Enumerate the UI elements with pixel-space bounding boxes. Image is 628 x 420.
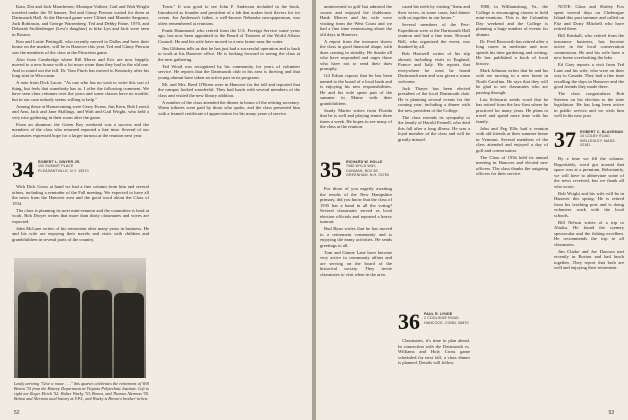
paragraph: A note from Dick Lucas: "As one who has no wish to write this sort of thing, but feels that somebody has to, I offer the following comment. We have seen class columns over the years and some classes have no trouble, but in our case nobody seems willing to help.": [12, 80, 149, 102]
paragraph: With Dick Gross at hand we had a fine column from him and several others, including a reminder of the Fall meeting. We expected to have all the news from the Hanover area and the good word about the Class of 1934.: [12, 184, 149, 206]
secretary-name: ROBERT L. DWYER JR.: [38, 160, 81, 164]
paragraph: Bill Kimball, who retired from the insurance business, has become active in the local conservation commission. He and his wife have a new home overlooking the lake.: [554, 33, 624, 60]
paragraph: A number of the class attended the dinner in honor of the retiring secretary. Warm tributes were paid by those who spoke, and the class presented him with a framed certificate of appreciation for his many years of service.: [158, 99, 300, 116]
paragraph: Jack Thayer has been elected president of the local Dartmouth club. He is planning several events for the coming year, including a dinner with the new president of the College.: [398, 85, 470, 113]
paragraph: Among those at Homecoming were Gerry Evans, Jim Kern, Bob Leavitt and Ann, Jack and Jane Skillings, and Walt and Gail Wright, who held a very nice gathering in their room after the game.: [12, 103, 149, 120]
class-header-34: [12, 160, 149, 182]
left-column-1b: [12, 184, 149, 254]
class-year: 36: [398, 312, 420, 334]
paragraph: Mark Johnson writes that he and his wife are moving to a new home in North Carolina. He says that they will be glad to see classmates who are passing through.: [476, 67, 548, 95]
person-body: [82, 290, 112, 378]
person-head: [58, 270, 73, 288]
right-page: [316, 0, 628, 420]
class-header-37: [554, 130, 626, 154]
person-figure: [114, 275, 144, 378]
paragraph: By a time we fill the column. Regrettably, word got around that space was at a premium. Reluctantly, we will have to abbreviate some of the news received, but we thank all who wrote.: [554, 156, 624, 189]
secretary-city: PLEASANTVILLE, N.Y. 10570: [38, 168, 89, 173]
page-number: 53: [608, 410, 614, 416]
person-figure: [82, 272, 112, 378]
secretary-city: GREENHAM, N.H. 03750: [346, 173, 389, 178]
paragraph: John McLane writes of his retirement after many years in business. He and his wife are enjoying their travels and visits with children and grandchildren in several parts of the country.: [12, 225, 149, 242]
paragraph: John and Peg Ellis had a reunion with old friends at their summer home in Vermont. Several members of the class attended and enjoyed a day of golf and conversation.: [476, 125, 548, 153]
paragraph: Sandy Martin writes from Florida that he is well and playing tennis three times a week. He hopes to see many of the class at the reunion.: [320, 107, 392, 129]
class-year: 34: [12, 160, 34, 182]
paragraph: Tom and Ginnie Lane have become very active in community affairs and are serving on the board of the historical society. They invite classmates to visit when in the area.: [320, 249, 392, 277]
class-year: 37: [554, 130, 576, 152]
right-column-1: [320, 4, 392, 154]
right-column-1b: [320, 186, 392, 404]
class-year: 35: [320, 160, 342, 182]
paragraph: Ted Wood was recognized by his community for years of volunteer service. He reports that the Dartmouth club in his area is thriving and that young alumni have taken an active part in its programs.: [158, 63, 300, 80]
secretary-address: 2 COOLIDGE ROAD: [424, 316, 459, 321]
person-body: [50, 288, 80, 378]
paragraph: 1980, in Williamsburg, Va., the College is encouraging classes to hold mini-reunions. This is the Columbia Day weekend and the College is planning a large number of events for alumni.: [476, 4, 548, 37]
paragraph: Ken and Lottie Pettingill, who recently moved to Dallas and have their house on the market, will be in Hanover this year. Ted and Ginny Pierson saw the members of the class at the Princeton game.: [12, 38, 149, 55]
paragraph: Mr. and Mrs. Reed O'Brien were in Hanover for the fall and reported that the campus looked wonderful. They had lunch with several members of the class and visited the new library addition.: [158, 81, 300, 98]
right-column-4b: [554, 156, 624, 404]
secretary-address: 7080 WYLD WAY, DUNMAN, BOX 50: [346, 164, 378, 173]
paragraph: The class is planning its next mini-reunion and the committee is hard at work. Bob Dwyer writes that more than thirty classmates and wives are expected.: [12, 207, 149, 224]
person-head: [26, 274, 41, 292]
paragraph: Bill Nelson writes of a trip to Alaska. He found the scenery spectacular and the fishing excellent. He recommends the trip to all classmates.: [554, 219, 624, 247]
paragraph: Frank Hammond, who retired from the U.S. Foreign Service some years ago, has now been appointed to the Board of Trustees of the World Affairs Council. He and his wife have moved to a new home near the water.: [158, 27, 300, 44]
paragraph: Bob Wright and his wife will be in Hanover this spring. He is retired from his teaching post and is doing volunteer work with the local schools.: [554, 190, 624, 218]
paragraph: uninterested in golf but admired the course and enjoyed the clubhouse. Hank Mercer and his wife were visiting from the West Coast and we had a fine time reminiscing about the old days in Hanover.: [320, 4, 392, 37]
paragraph: Bob Hartwell writes of his trip abroad, including visits to England, France and Italy. He reports that everywhere he went he found Dartmouth men and was given a warm welcome.: [398, 51, 470, 84]
paragraph: The class congratulates Bob Stevens on his election to the state legislature. He has long been active in public service and we wish him well in his new post.: [554, 91, 624, 118]
paragraph: Several members of the Pets-Expedition were at the Dartmouth Hall reunion and had a fine time. Howard Bell, who organized the event, was thanked by all.: [398, 22, 470, 49]
paragraph: From an alumnus: the Green Key weekend was a success and the members of the class who returned reported a fine time. Several of our classmates expressed hope for a larger turnout at the reunion next year.: [12, 121, 149, 138]
paragraph: Also from Cambridge where Bill Morse and Eric are now happily moved to a new house with a lot more room than they had in the old one. And to round out the fall, Dr. Tom Finch has moved to Kentucky after his long stint in Wisconsin.: [12, 56, 149, 78]
paragraph: Jim Gibbons tells us that he has just had a successful operation and is back to work at his Hanover office. He is looking forward to seeing the class at the next gathering.: [158, 45, 300, 62]
right-column-3: [476, 4, 548, 404]
paragraph: Kato, Dot and Jack Manchester, Monique Valtieri, Gail and Walt Wright traveled under the 55 banner. Ted and Ginny Pierson waited for them at Dartmouth Hall. At the Harvard game were Clifnet and Manette Sargeant, Jack Robinson, and George Warrenberg. Ted and Debby Paine, 1970, and Deborah Stollenberger (Lew's daughter) to hike Lyn and Jack were seen in Boston.: [12, 4, 149, 37]
left-page: [0, 0, 312, 420]
paragraph: The Class of 1936 held its annual meeting in Hanover and elected new officers. The class thanks the outgoing officers for their service.: [476, 154, 548, 176]
paragraph: Bud Ryan writes that he has moved to a retirement community and is enjoying the many activities. He sends greetings to all.: [320, 226, 392, 248]
group-photo: [14, 258, 146, 378]
paragraph: The class extends its sympathy to the family of Harold Fennell, who died this fall after a long illness. He was a loyal member of the class and will be greatly missed.: [398, 114, 470, 142]
right-column-2b: [398, 338, 470, 404]
right-column-4: [554, 4, 624, 124]
secretary-city: WELLESLEY, MASS. 02181: [580, 138, 616, 148]
secretary-address: 100 SUMMIT PLACE: [38, 164, 74, 169]
left-column-1: [12, 4, 149, 156]
right-column-2: [398, 4, 470, 304]
paragraph: Lou Schwartz sends word that he has retired from the law firm where he practiced for many years. He plans to travel and spend more time with his family.: [476, 96, 548, 124]
paragraph: For those of you eagerly awaiting the results of the New Hampshire primary, did you know that the class of 1935 has a hand in all the voting? Several classmates served as local election officials and reported a heavy turnout.: [320, 186, 392, 224]
paragraph: cased his teeth by visiting "them and their wives, in some cases, had dinner with us together in our house.": [398, 4, 470, 20]
secretary-city: HANCOCK, CONN. 06870: [424, 320, 469, 325]
class-header-36: [398, 312, 472, 336]
secretary-name: ROBERT C. BLAKEMAN: [580, 130, 624, 134]
paragraph: Dr. Fred Bosworth has retired after a long career in medicine and now spends his time gardening and writing. He has published a book of local history.: [476, 38, 548, 66]
page-number: 52: [14, 410, 20, 416]
person-head: [90, 272, 105, 290]
paragraph: Classmates, it's time to plan ahead. In connection with the Dartmouth vs. Williams and Holy Cross game scheduled for next fall, a class dinner is planned. Details will follow.: [398, 338, 470, 365]
paragraph: Jim Clarke and Joe Dawson met recently in Boston and had lunch together. They report that both are well and enjoying their retirement.: [554, 248, 624, 270]
paragraph: NOTE: Glass and Shirley Fox spent several days on Chebeague Island this past summer and called on Fitz and Dotty Mitchell who have retired there.: [554, 4, 624, 31]
person-body: [18, 292, 48, 378]
person-body: [114, 293, 144, 378]
person-figure: [18, 274, 48, 378]
class-header-35: [320, 160, 394, 184]
secretary-name: PAUL R. LYNDE: [424, 312, 453, 316]
paragraph: A report from the treasurer shows the class in good financial shape, with dues coming in steadily. He thanks all who have responded and urges those who have not to send their dues promptly.: [320, 38, 392, 71]
paragraph: Ed Gray reports a visit from Ted Lane and his wife, who were on their way to Canada. They had a fine time recalling the days in Hanover and the good friends they made there.: [554, 62, 624, 89]
person-figure: [50, 270, 80, 378]
paragraph: Gil Edson reports that he has been named to the board of a local bank and is enjoying his new responsibilities. He and his wife spent part of the summer in Maine with their grandchildren.: [320, 73, 392, 106]
photo-caption: Lastly arriving "Give a rouse . . ." this quartet celebrates the retirement of Will Brown '35 from the History Department at Virginia Polytechnic Institute. Left to right are Roger Elrich '52, Walter Wacky '53, Brown, and Thomas Alerman '55. Bolton and Alerman used history at V.P.I., and Wacky is Brown's brother-in-law.: [14, 381, 149, 401]
secretary-name: RICHARD W. HOLLE: [346, 160, 383, 164]
left-column-2: [158, 4, 300, 404]
secretary-address: 10 COLBY ROAD: [580, 134, 610, 139]
paragraph: Town." It was good to see John F. Anderson included in the book, Introduced as founder and president of a lab that makes fruit flavors for ice cream. Joe Anderson's father, a well-known Nebraska newspaperman, was often remembered at reunions.: [158, 4, 300, 26]
person-head: [122, 275, 137, 293]
